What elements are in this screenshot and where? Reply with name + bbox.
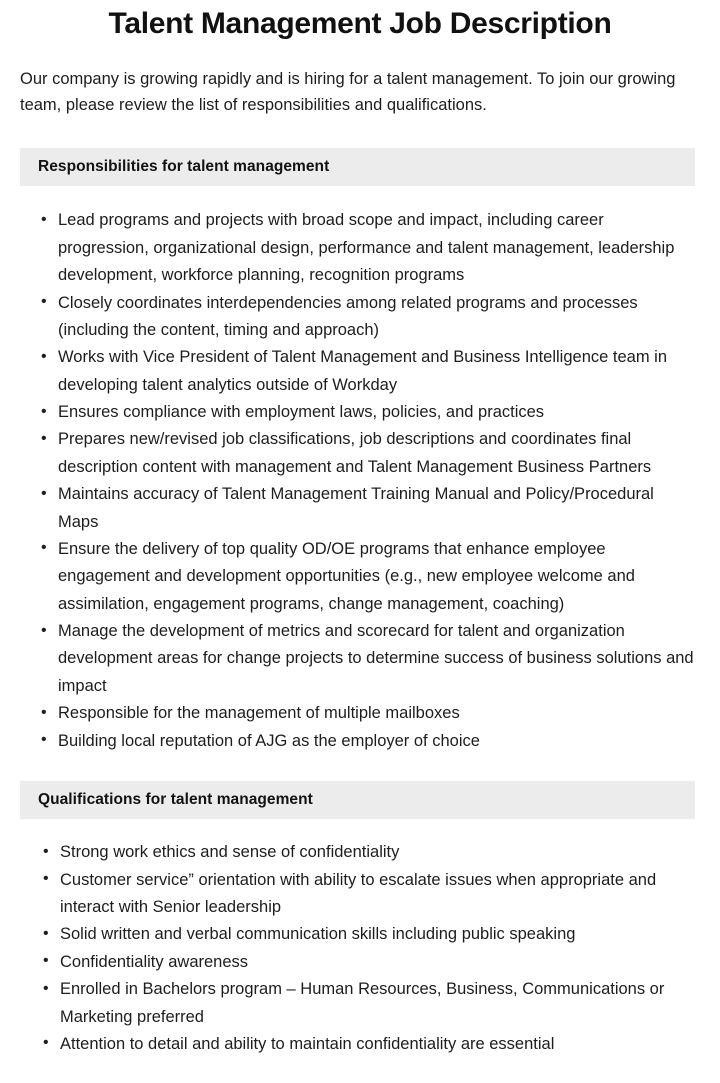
section-qualifications — [0, 781, 720, 1058]
qualifications-list — [0, 819, 720, 1058]
list-item: • Enrolled in Bachelors program – Human Resources, Business, Communications or Marketing preferred — [20, 976, 695, 1031]
section-heading-label: Qualifications for talent management — [38, 790, 313, 808]
list-item: • Customer service” orientation with ability to escalate issues when appropriate and interact with Senior leadership — [20, 867, 695, 922]
list-item: • Ensure the delivery of top quality OD/OE programs that enhance employee engagement and development opportunities (e.g., new employee welcome and assimilation, engagement programs, change management, coaching) — [20, 536, 695, 618]
list-item: • Lead programs and projects with broad scope and impact, including career progression, organizational design, performance and talent management, leadership development, workforce planning, recognition programs — [20, 207, 695, 289]
list-item: • Maintains accuracy of Talent Management Training Manual and Policy/Procedural Maps — [20, 481, 695, 536]
list-item: • Solid written and verbal communication skills including public speaking — [20, 921, 695, 948]
list-item: • Closely coordinates interdependencies among related programs and processes (including the content, timing and approach) — [20, 290, 695, 345]
list-item: • Building local reputation of AJG as the employer of choice — [20, 728, 695, 755]
page-title: Talent Management Job Description — [108, 7, 612, 40]
section-header-responsibilities — [20, 148, 695, 186]
list-item: • Strong work ethics and sense of confidentiality — [20, 839, 695, 866]
responsibilities-list — [0, 186, 720, 755]
list-item: • Works with Vice President of Talent Management and Business Intelligence team in developing talent analytics outside of Workday — [20, 344, 695, 399]
list-item: • Manage the development of metrics and scorecard for talent and organization development areas for change projects to determine success of business solutions and impact — [20, 618, 695, 700]
section-header-qualifications — [20, 781, 695, 819]
list-item: • Confidentiality awareness — [20, 949, 695, 976]
list-item: • Responsible for the management of multiple mailboxes — [20, 700, 695, 727]
list-item: • Attention to detail and ability to maintain confidentiality are essential — [20, 1031, 695, 1058]
intro-paragraph: Our company is growing rapidly and is hiring for a talent management. To join our growing team, please review the list of responsibilities and qualifications. — [20, 69, 676, 115]
section-responsibilities — [0, 148, 720, 755]
section-heading-label: Responsibilities for talent management — [38, 158, 330, 176]
list-item: • Ensures compliance with employment laws, policies, and practices — [20, 399, 695, 426]
list-item: • Prepares new/revised job classifications, job descriptions and coordinates final description content with management and Talent Management Business Partners — [20, 426, 695, 481]
